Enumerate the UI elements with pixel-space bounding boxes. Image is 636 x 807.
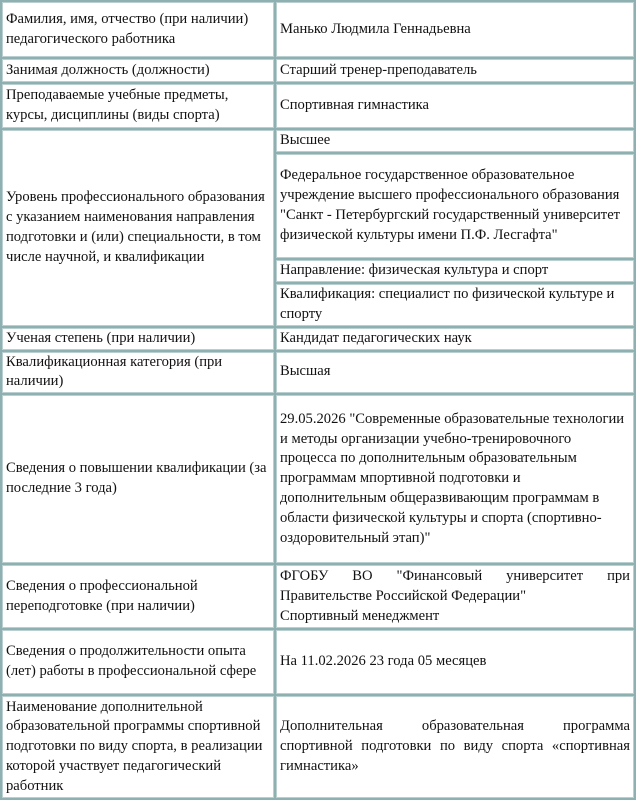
retraining-value-org: ФГОБУ ВО "Финансовый университет при Правительстве Российской Федерации" <box>280 567 630 604</box>
education-direction-value: Направление: физическая культура и спорт <box>276 260 634 282</box>
table-row-training <box>2 395 634 563</box>
retraining-value-program: Спортивный менеджмент <box>280 607 440 624</box>
table-row-degree <box>2 328 634 350</box>
training-label: Сведения о повышении квалификации (за последние 3 года) <box>2 395 274 563</box>
table-row-category <box>2 352 634 394</box>
fio-value: Манько Людмила Геннадьевна <box>276 2 634 57</box>
retraining-label: Сведения о профессиональной переподготовке (при наличии) <box>2 565 274 628</box>
fio-label: Фамилия, имя, отчество (при наличии) педагогического работника <box>2 2 274 57</box>
position-value: Старший тренер-преподаватель <box>276 59 634 82</box>
program-value: Дополнительная образовательная программа спортивной подготовки по виду спорта «спортивная гимнастика» <box>276 696 634 798</box>
position-label: Занимая должность (должности) <box>2 59 274 82</box>
education-label: Уровень профессионального образования с указанием наименования направления подготовки и (или) специальности, в том числе научной, и квалификации <box>2 130 274 326</box>
degree-label: Ученая степень (при наличии) <box>2 328 274 350</box>
experience-value: На 11.02.2026 23 года 05 месяцев <box>276 630 634 694</box>
category-value: Высшая <box>276 352 634 394</box>
education-qualification-value: Квалификация: специалист по физической культуре и спорту <box>276 284 634 326</box>
category-label: Квалификационная категория (при наличии) <box>2 352 274 394</box>
education-institution-value: Федеральное государственное образовательное учреждение высшего профессионального образования "Санкт - Петербургский государственный университет физической культуры имени П.Ф. Лесгафта" <box>276 154 634 258</box>
retraining-value <box>276 565 634 628</box>
program-label: Наименование дополнительной образовательной программы спортивной подготовки по виду спорта, в реализации которой участвует педагогический работник <box>2 696 274 798</box>
table-row-subjects <box>2 84 634 128</box>
table-row-position <box>2 59 634 82</box>
table-row-education-level <box>2 130 634 152</box>
table-row-program <box>2 696 634 798</box>
education-level-value: Высшее <box>276 130 634 152</box>
experience-label: Сведения о продолжительности опыта (лет) работы в профессиональной сфере <box>2 630 274 694</box>
training-value: 29.05.2026 "Современные образовательные технологии и методы организации учебно-тренировочного процесса по дополнительным образовательным программам мпортивной подготовки и дополнительным общеразвивающим программам в области физической культуры и спорта (спортивно-оздоровительный этап)" <box>276 395 634 563</box>
subjects-label: Преподаваемые учебные предметы, курсы, дисциплины (виды спорта) <box>2 84 274 128</box>
degree-value: Кандидат педагогических наук <box>276 328 634 350</box>
table-row-fio <box>2 2 634 57</box>
subjects-value: Спортивная гимнастика <box>276 84 634 128</box>
table-row-retraining <box>2 565 634 628</box>
table-row-experience <box>2 630 634 694</box>
